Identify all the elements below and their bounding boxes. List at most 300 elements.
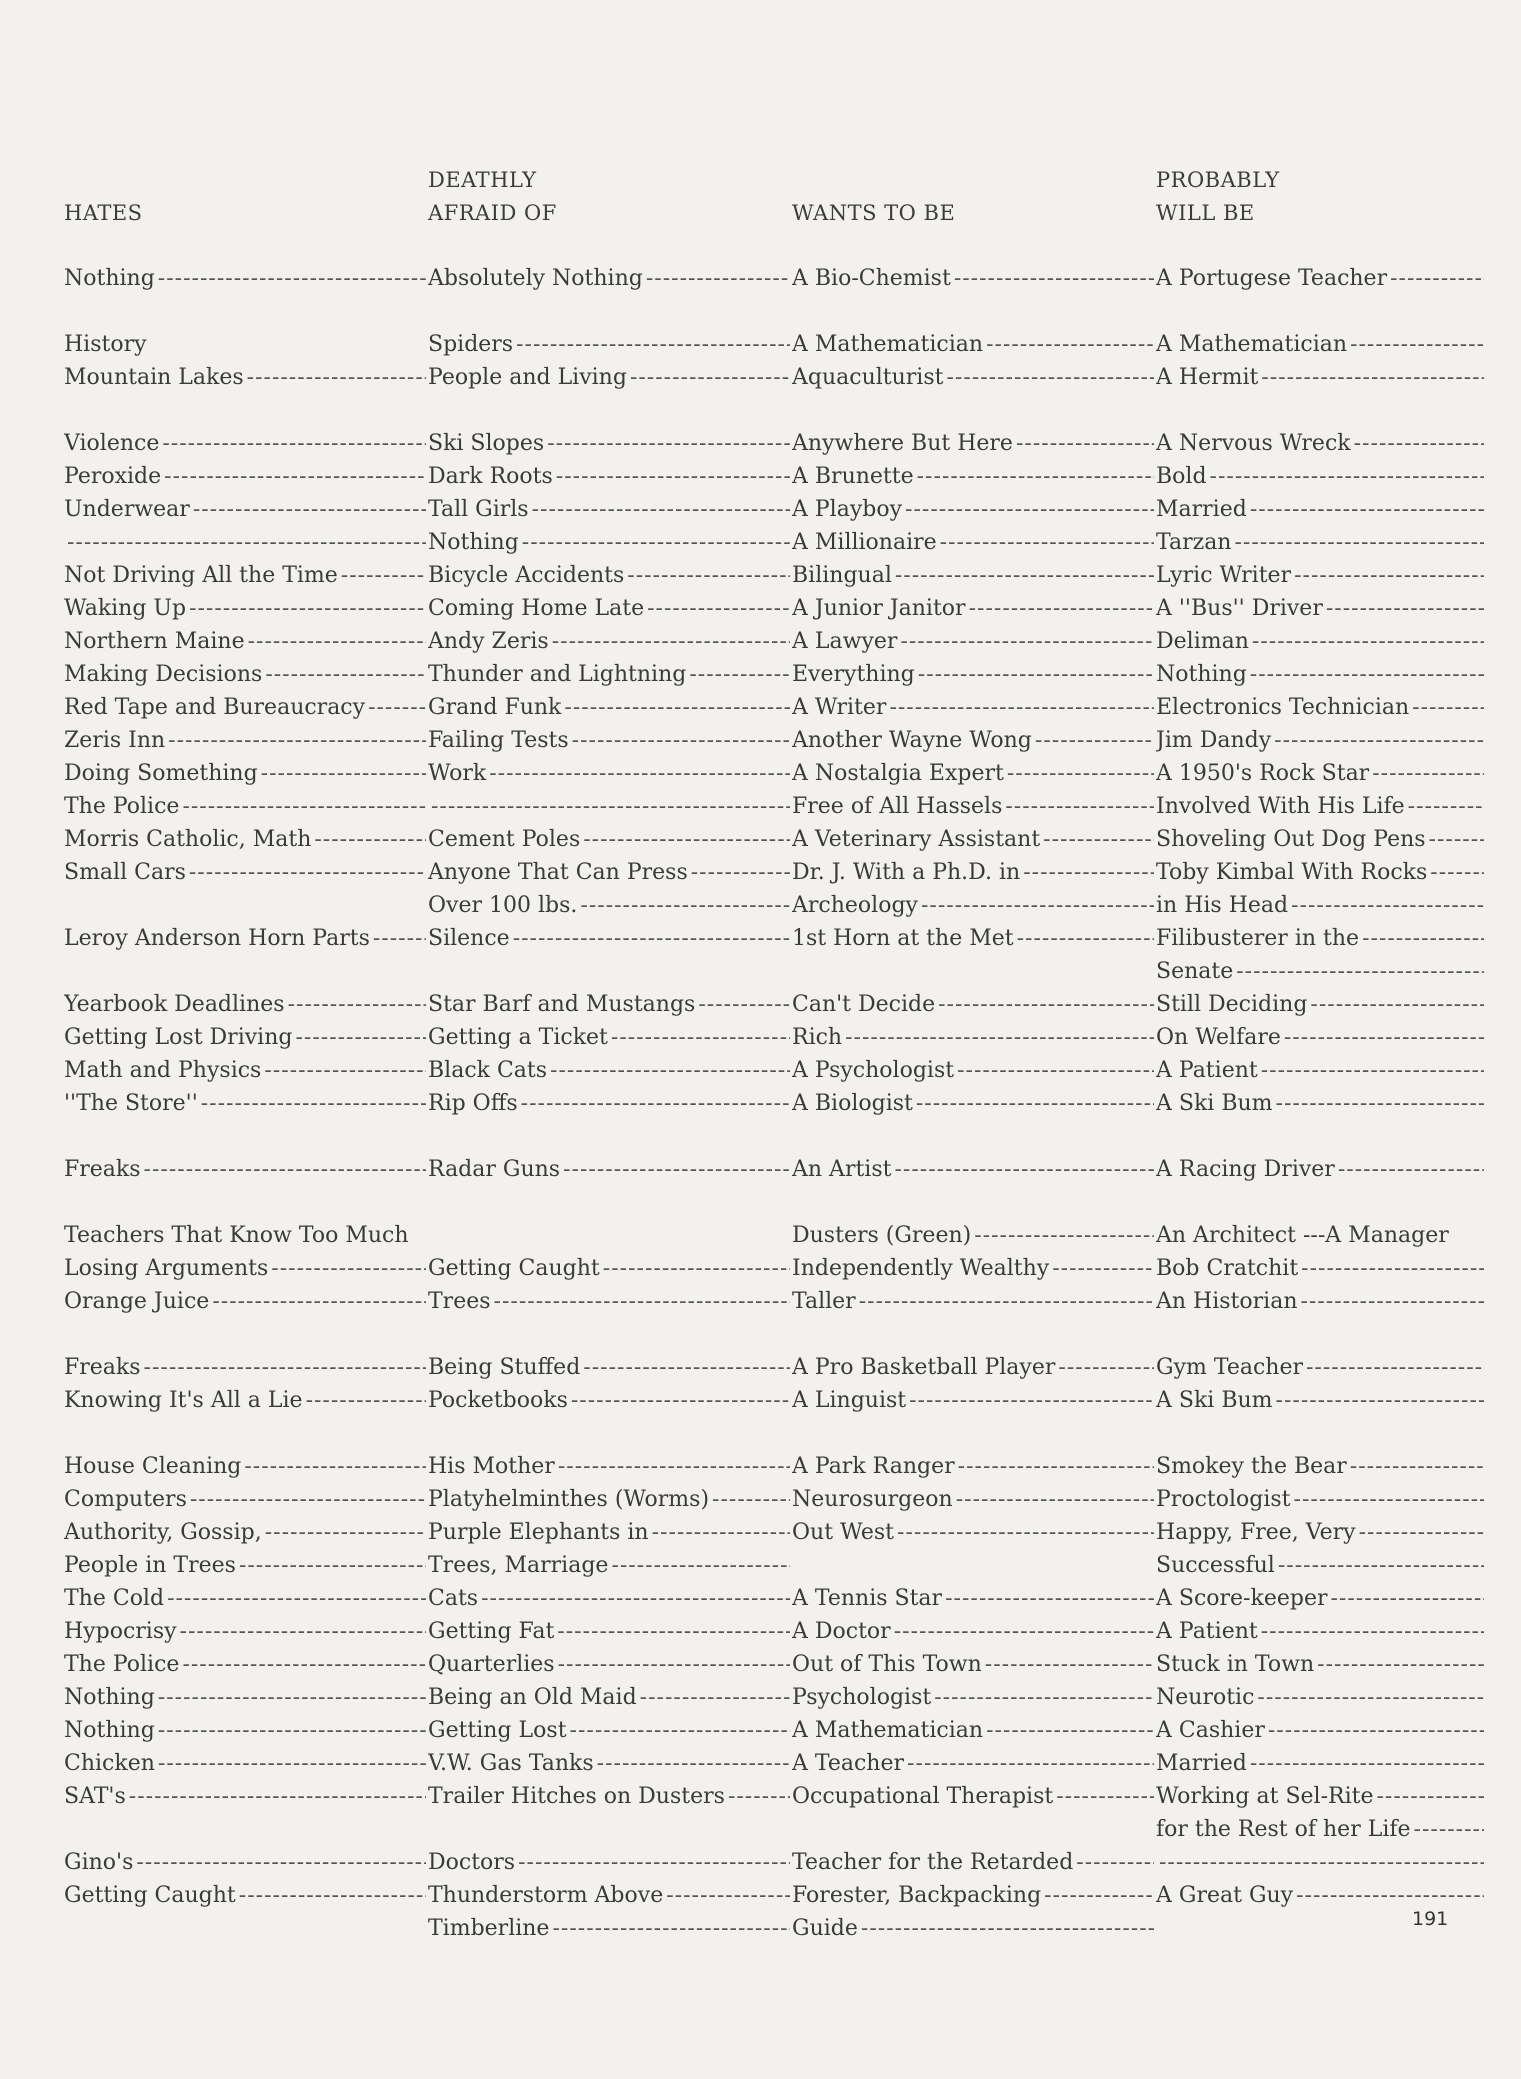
cell-text: Married — [1156, 497, 1247, 522]
cell-text: 1st Horn at the Met — [792, 926, 1014, 951]
dash-leader — [1276, 1087, 1484, 1120]
cell-hates — [64, 1846, 428, 1879]
table-row — [0, 1747, 1521, 1780]
dash-leader — [521, 1087, 790, 1120]
cell-text: Free of All Hassels — [792, 794, 1003, 819]
cell-text: Nothing — [64, 1718, 155, 1743]
cell-text: Getting Caught — [428, 1256, 600, 1281]
dash-leader — [558, 1450, 790, 1483]
cell-text: Tarzan — [1156, 530, 1232, 555]
cell-wants-to-be — [792, 1054, 1156, 1087]
dash-leader — [611, 1549, 790, 1582]
dash-leader — [1005, 790, 1154, 823]
dash-leader — [1310, 988, 1484, 1021]
cell-text: Freaks — [64, 1355, 141, 1380]
cell-afraid-of — [428, 1714, 792, 1747]
cell-hates — [64, 1747, 428, 1780]
cell-text: Thunderstorm Above — [428, 1883, 664, 1908]
table-row — [0, 1054, 1521, 1087]
cell-text: Cats — [428, 1586, 479, 1611]
cell-text: A Linguist — [792, 1388, 907, 1413]
cell-text: Morris Catholic, Math — [64, 827, 312, 852]
dash-leader — [1414, 1813, 1484, 1846]
cell-text: Bob Cratchit — [1156, 1256, 1299, 1281]
cell-hates — [64, 328, 428, 361]
cell-hates — [64, 1681, 428, 1714]
cell-will-be — [1156, 1153, 1486, 1186]
cell-text: Lyric Writer — [1156, 563, 1292, 588]
dash-leader — [189, 592, 426, 625]
cell-hates — [64, 1450, 428, 1483]
dash-leader — [1350, 328, 1484, 361]
dash-leader — [158, 1681, 426, 1714]
dash-leader — [1056, 1780, 1154, 1813]
dash-leader — [1261, 1054, 1484, 1087]
dash-leader — [1278, 1549, 1484, 1582]
cell-text: A Biologist — [792, 1091, 913, 1116]
cell-text: Radar Guns — [428, 1157, 561, 1182]
cell-will-be — [1156, 823, 1486, 856]
cell-hates — [64, 526, 428, 559]
cell-afraid-of — [428, 1219, 792, 1252]
cell-afraid-of — [428, 691, 792, 724]
dash-leader — [264, 1054, 426, 1087]
dash-leader — [712, 1483, 790, 1516]
table-row — [0, 460, 1521, 493]
dash-leader — [164, 460, 426, 493]
dash-leader — [938, 988, 1154, 1021]
cell-text: Grand Funk — [428, 695, 562, 720]
cell-wants-to-be — [792, 592, 1156, 625]
cell-wants-to-be — [792, 922, 1156, 955]
table-row — [0, 262, 1521, 295]
cell-wants-to-be — [792, 1813, 1156, 1846]
dash-leader — [558, 1648, 790, 1681]
table-row — [0, 922, 1521, 955]
cell-afraid-of — [428, 856, 792, 889]
dash-leader — [182, 1648, 426, 1681]
cell-text: A Ski Bum — [1156, 1091, 1273, 1116]
cell-text: Neurosurgeon — [792, 1487, 953, 1512]
cell-wants-to-be — [792, 889, 1156, 922]
cell-text: Archeology — [792, 893, 918, 918]
cell-text: Successful — [1156, 1553, 1275, 1578]
cell-text: Gym Teacher — [1156, 1355, 1303, 1380]
cell-text: Happy, Free, Very — [1156, 1520, 1356, 1545]
cell-afraid-of — [428, 790, 792, 823]
dash-leader — [1372, 757, 1484, 790]
dash-leader — [1350, 1450, 1484, 1483]
dash-leader — [129, 1780, 426, 1813]
cell-afraid-of — [428, 1681, 792, 1714]
table-row — [0, 955, 1521, 988]
dash-leader — [341, 559, 426, 592]
dash-leader — [1268, 1714, 1484, 1747]
cell-will-be — [1156, 1681, 1486, 1714]
cell-text: Doctors — [428, 1850, 516, 1875]
cell-text: A Lawyer — [792, 629, 898, 654]
cell-text: Small Cars — [64, 860, 186, 885]
dash-leader — [265, 1516, 426, 1549]
cell-text: Occupational Therapist — [792, 1784, 1054, 1809]
cell-text: Platyhelminthes (Worms) — [428, 1487, 710, 1512]
cell-will-be — [1156, 1813, 1486, 1846]
cell-text: Teacher for the Retarded — [792, 1850, 1074, 1875]
cell-wants-to-be — [792, 724, 1156, 757]
cell-text: Trailer Hitches on Dusters — [428, 1784, 725, 1809]
cell-wants-to-be — [792, 526, 1156, 559]
cell-text: Toby Kimbal With Rocks — [1156, 860, 1428, 885]
cell-text: A Hermit — [1156, 365, 1259, 390]
cell-text: Married — [1156, 1751, 1247, 1776]
dash-leader — [373, 922, 426, 955]
cell-text: Getting Lost Driving — [64, 1025, 293, 1050]
cell-afraid-of — [428, 823, 792, 856]
cell-afraid-of — [428, 1879, 792, 1912]
cell-hates — [64, 1648, 428, 1681]
cell-text: Jim Dandy — [1156, 728, 1272, 753]
cell-will-be — [1156, 1846, 1486, 1879]
table-row — [0, 889, 1521, 922]
cell-text: in His Head — [1156, 893, 1289, 918]
cell-afraid-of — [428, 1516, 792, 1549]
table-row — [0, 1582, 1521, 1615]
cell-text: A Psychologist — [792, 1058, 955, 1083]
dash-leader — [314, 823, 426, 856]
cell-will-be — [1156, 361, 1486, 394]
dash-leader — [1035, 724, 1154, 757]
dash-leader — [550, 1054, 790, 1087]
dash-leader — [905, 493, 1154, 526]
cell-wants-to-be — [792, 757, 1156, 790]
cell-wants-to-be — [792, 1648, 1156, 1681]
cell-will-be — [1156, 724, 1486, 757]
cell-hates — [64, 625, 428, 658]
cell-hates — [64, 1582, 428, 1615]
cell-afraid-of — [428, 1747, 792, 1780]
cell-hates — [64, 1219, 428, 1252]
cell-text: A ''Bus'' Driver — [1156, 596, 1323, 621]
cell-text: Rich — [792, 1025, 843, 1050]
cell-text: The Police — [64, 794, 180, 819]
dash-leader — [895, 559, 1154, 592]
table-row — [0, 1021, 1521, 1054]
cell-text: Tall Girls — [428, 497, 529, 522]
dash-leader — [958, 1450, 1154, 1483]
cell-text: History — [64, 332, 147, 357]
cell-wants-to-be — [792, 1912, 1156, 1945]
dash-leader — [1294, 1483, 1484, 1516]
cell-text: Dusters (Green) — [792, 1223, 972, 1248]
cell-afraid-of — [428, 625, 792, 658]
cell-text: Chicken — [64, 1751, 155, 1776]
cell-text: An Historian — [1156, 1289, 1298, 1314]
cell-text: Trees — [428, 1289, 491, 1314]
dash-leader — [945, 1582, 1154, 1615]
cell-will-be — [1156, 922, 1486, 955]
dash-leader — [957, 1054, 1154, 1087]
cell-text: A Millionaire — [792, 530, 937, 555]
cell-wants-to-be — [792, 460, 1156, 493]
dash-leader — [1210, 460, 1484, 493]
cell-text: Aquaculturist — [792, 365, 944, 390]
cell-will-be — [1156, 1384, 1486, 1417]
cell-text: A Racing Driver — [1156, 1157, 1335, 1182]
cell-afraid-of — [428, 922, 792, 955]
cell-afraid-of — [428, 1351, 792, 1384]
dash-leader — [162, 427, 426, 460]
cell-afraid-of — [428, 1483, 792, 1516]
cell-hates — [64, 1021, 428, 1054]
dash-leader — [1301, 1285, 1485, 1318]
dash-leader — [513, 922, 790, 955]
cell-hates — [64, 1252, 428, 1285]
cell-hates — [64, 1384, 428, 1417]
dash-leader — [1338, 1153, 1484, 1186]
dash-leader — [563, 1153, 790, 1186]
table-row — [0, 1780, 1521, 1813]
cell-afraid-of — [428, 262, 792, 295]
cell-will-be — [1156, 1285, 1486, 1318]
cell-will-be — [1156, 493, 1486, 526]
table-row — [0, 658, 1521, 691]
dash-leader — [271, 1252, 426, 1285]
cell-text: Knowing It's All a Lie — [64, 1388, 303, 1413]
dash-leader — [1076, 1846, 1154, 1879]
cell-text: Still Deciding — [1156, 992, 1308, 1017]
dash-leader — [552, 625, 790, 658]
cell-text: A Cashier — [1156, 1718, 1265, 1743]
cell-hates — [64, 262, 428, 295]
cell-afraid-of — [428, 1450, 792, 1483]
cell-wants-to-be — [792, 427, 1156, 460]
cell-text: A Portugese Teacher — [1156, 266, 1388, 291]
cell-text: Computers — [64, 1487, 187, 1512]
cell-afraid-of — [428, 1021, 792, 1054]
cell-wants-to-be — [792, 1879, 1156, 1912]
dash-leader — [921, 889, 1154, 922]
cell-will-be — [1156, 1351, 1486, 1384]
dash-leader — [1058, 1351, 1154, 1384]
dash-leader — [564, 691, 790, 724]
table-row — [0, 1450, 1521, 1483]
cell-text: Nothing — [64, 266, 155, 291]
dash-leader — [666, 1879, 790, 1912]
cell-will-be — [1156, 526, 1486, 559]
cell-text: Math and Physics — [64, 1058, 262, 1083]
table-row — [0, 1516, 1521, 1549]
dash-leader — [516, 328, 790, 361]
cell-text: Waking Up — [64, 596, 187, 621]
dash-leader — [1359, 1516, 1484, 1549]
dash-leader — [1261, 1615, 1484, 1648]
dash-leader — [244, 1450, 426, 1483]
cell-will-be — [1156, 1021, 1486, 1054]
cell-will-be — [1156, 1087, 1486, 1120]
cell-text: Proctologist — [1156, 1487, 1291, 1512]
cell-text: On Welfare — [1156, 1025, 1281, 1050]
cell-text: Can't Decide — [792, 992, 936, 1017]
cell-text: A Tennis Star — [792, 1586, 943, 1611]
dash-leader — [986, 1714, 1154, 1747]
table-row — [0, 1219, 1521, 1252]
cell-hates — [64, 460, 428, 493]
dash-leader — [934, 1681, 1154, 1714]
cell-hates — [64, 1912, 428, 1945]
dash-leader — [1043, 823, 1154, 856]
cell-wants-to-be — [792, 691, 1156, 724]
dash-leader — [212, 1285, 426, 1318]
header-hates — [64, 164, 143, 230]
cell-text: Purple Elephants in — [428, 1520, 649, 1545]
cell-text: Cement Poles — [428, 827, 581, 852]
cell-text: Leroy Anderson Horn Parts — [64, 926, 370, 951]
cell-will-be — [1156, 988, 1486, 1021]
cell-text: Over 100 lbs. — [428, 893, 578, 918]
table-row — [0, 988, 1521, 1021]
dash-leader — [652, 1516, 790, 1549]
cell-afraid-of — [428, 1252, 792, 1285]
cell-will-be — [1156, 1483, 1486, 1516]
dash-leader — [556, 460, 790, 493]
cell-text: Quarterlies — [428, 1652, 555, 1677]
dash-leader — [728, 1780, 790, 1813]
cell-text: A Mathematician — [792, 332, 984, 357]
dash-leader — [572, 724, 790, 757]
header-will-line1: PROBABLY — [1156, 168, 1280, 192]
cell-text: A Junior Janitor — [792, 596, 966, 621]
dash-leader — [1023, 856, 1154, 889]
cell-text: Taller — [792, 1289, 856, 1314]
cell-text: Bold — [1156, 464, 1207, 489]
cell-text: Involved With His Life — [1156, 794, 1405, 819]
cell-text: Black Cats — [428, 1058, 548, 1083]
cell-afraid-of — [428, 724, 792, 757]
table-row — [0, 1153, 1521, 1186]
dash-leader — [518, 1846, 790, 1879]
cell-text: A Writer — [792, 695, 887, 720]
cell-afraid-of — [428, 757, 792, 790]
cell-hates — [64, 922, 428, 955]
cell-wants-to-be — [792, 1549, 1156, 1582]
header-wants-label: WANTS TO BE — [792, 201, 956, 225]
cell-wants-to-be — [792, 1219, 1156, 1252]
cell-text: A Nostalgia Expert — [792, 761, 1004, 786]
dash-leader — [889, 691, 1154, 724]
cell-will-be — [1156, 328, 1486, 361]
cell-text: A Brunette — [792, 464, 914, 489]
cell-text: Forester, Backpacking — [792, 1883, 1042, 1908]
cell-text: A Mathematician — [1156, 332, 1348, 357]
dash-leader — [288, 988, 426, 1021]
cell-hates — [64, 1285, 428, 1318]
cell-text: Trees, Marriage — [428, 1553, 609, 1578]
cell-hates — [64, 757, 428, 790]
cell-wants-to-be — [792, 1153, 1156, 1186]
dash-leader — [894, 1153, 1154, 1186]
dash-leader — [481, 1582, 790, 1615]
cell-hates — [64, 1054, 428, 1087]
dash-leader — [1250, 1747, 1484, 1780]
cell-text: Shoveling Out Dog Pens — [1156, 827, 1426, 852]
cell-text: A Score-keeper — [1156, 1586, 1328, 1611]
cell-text: Nothing — [428, 530, 519, 555]
cell-will-be — [1156, 460, 1486, 493]
cell-text: Getting Fat — [428, 1619, 555, 1644]
dash-leader — [627, 559, 790, 592]
dash-leader — [247, 361, 426, 394]
dash-leader — [969, 592, 1154, 625]
cell-afraid-of — [428, 1384, 792, 1417]
dash-leader — [1317, 1648, 1484, 1681]
cell-text: Freaks — [64, 1157, 141, 1182]
cell-text: SAT's — [64, 1784, 126, 1809]
cell-text: Getting Lost — [428, 1718, 567, 1743]
cell-text: A 1950's Rock Star — [1156, 761, 1370, 786]
cell-text: Being Stuffed — [428, 1355, 581, 1380]
dash-leader — [144, 1351, 426, 1384]
cell-text: A Nervous Wreck — [1156, 431, 1351, 456]
cell-text: A Patient — [1156, 1619, 1258, 1644]
cell-text: A Teacher — [792, 1751, 905, 1776]
table-row — [0, 757, 1521, 790]
cell-text: Deliman — [1156, 629, 1249, 654]
cell-wants-to-be — [792, 790, 1156, 823]
table-row — [0, 559, 1521, 592]
dash-leader — [431, 790, 790, 823]
cell-text: People in Trees — [64, 1553, 236, 1578]
cell-text: Bilingual — [792, 563, 892, 588]
dash-leader — [1429, 823, 1484, 856]
cell-text: Out of This Town — [792, 1652, 982, 1677]
table-row — [0, 691, 1521, 724]
dash-leader — [897, 1516, 1154, 1549]
dash-leader — [956, 1483, 1154, 1516]
cell-wants-to-be — [792, 559, 1156, 592]
table-row — [0, 427, 1521, 460]
dash-leader — [583, 823, 790, 856]
table-row — [0, 328, 1521, 361]
cell-afraid-of — [428, 1285, 792, 1318]
cell-text: Northern Maine — [64, 629, 245, 654]
dash-leader — [1159, 1846, 1484, 1879]
header-afraid-line1: DEATHLY — [428, 168, 537, 192]
cell-hates — [64, 889, 428, 922]
table-row — [0, 1285, 1521, 1318]
cell-text: A Patient — [1156, 1058, 1258, 1083]
dash-leader — [940, 526, 1154, 559]
cell-wants-to-be — [792, 1714, 1156, 1747]
cell-afraid-of — [428, 361, 792, 394]
cell-afraid-of — [428, 559, 792, 592]
dash-leader — [144, 1153, 426, 1186]
cell-hates — [64, 1780, 428, 1813]
cell-hates — [64, 1549, 428, 1582]
cell-text: Anywhere But Here — [792, 431, 1013, 456]
header-wants-to-be — [792, 164, 955, 230]
dash-leader — [1252, 625, 1484, 658]
cell-will-be — [1156, 559, 1486, 592]
cell-will-be — [1156, 1714, 1486, 1747]
dash-leader — [1276, 1384, 1484, 1417]
cell-text: The Cold — [64, 1586, 165, 1611]
cell-text: Neurotic — [1156, 1685, 1255, 1710]
table-row — [0, 1549, 1521, 1582]
cell-text: Work — [428, 761, 487, 786]
cell-text: Mountain Lakes — [64, 365, 244, 390]
cell-wants-to-be — [792, 1351, 1156, 1384]
cell-text: Star Barf and Mustangs — [428, 992, 696, 1017]
